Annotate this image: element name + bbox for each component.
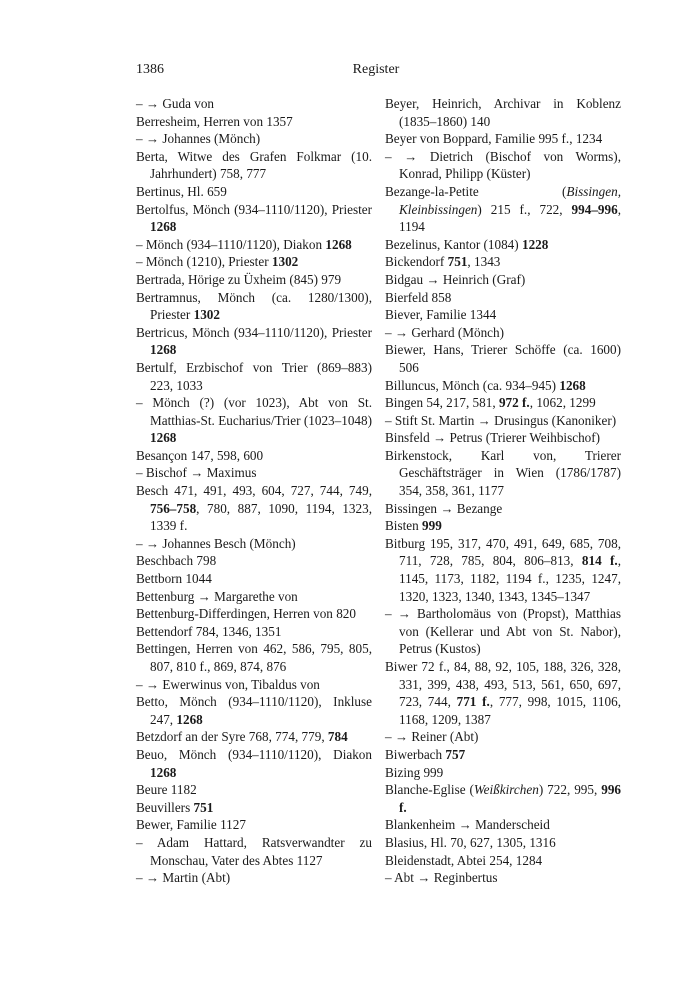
entry-text: Beschbach 798	[136, 553, 217, 569]
entry-text: – → Reiner (Abt)	[385, 729, 479, 745]
entry-text: – → Bartholomäus von (Propst), Matthias von (Kellerar und Abt von St. Nabor), Petrus (Kustos)	[385, 606, 621, 657]
index-entry	[385, 236, 621, 254]
entry-text: , 1343	[467, 254, 501, 270]
index-entry	[136, 728, 372, 746]
entry-text: Blasius, Hl. 70, 627, 1305, 1316	[385, 834, 556, 850]
entry-text: , 1145, 1173, 1182, 1194 f., 1235, 1247, 1320, 1323, 1340, 1343, 1345–1347	[399, 553, 621, 604]
entry-text: – → Johannes Besch (Mönch)	[136, 535, 296, 551]
entry-text: Bettborn 1044	[136, 571, 212, 587]
index-entry	[385, 377, 621, 395]
entry-text: Bewer, Familie 1127	[136, 817, 246, 833]
index-entry	[385, 447, 621, 500]
index-entry	[136, 183, 372, 201]
entry-text: Bertinus, Hl. 659	[136, 183, 227, 199]
entry-text: Berta, Witwe des Grafen Folkmar (10. Jahrhundert) 758, 777	[136, 148, 372, 182]
index-entry	[136, 113, 372, 131]
index-entry	[136, 148, 372, 183]
bold-page-ref: 996 f.	[399, 782, 621, 815]
entry-text: Beure 1182	[136, 782, 197, 798]
entry-text: – Mönch (1210), Priester	[136, 254, 272, 270]
index-entry	[385, 658, 621, 728]
index-entry	[385, 816, 621, 834]
index-entry	[136, 676, 372, 694]
entry-text: Bitburg 195, 317, 470, 491, 649, 685, 708, 711, 728, 785, 804, 806–813,	[385, 535, 621, 569]
entry-text: Bissingen → Bezange	[385, 500, 503, 516]
index-entry	[385, 306, 621, 324]
index-entry	[385, 429, 621, 447]
index-entry	[385, 253, 621, 271]
index-entry	[136, 605, 372, 623]
bold-page-ref: 756–758	[150, 500, 197, 516]
index-entry	[385, 605, 621, 658]
bold-page-ref: 994–996	[571, 201, 618, 217]
bold-page-ref: 1268	[559, 377, 586, 393]
entry-text: Biwer 72 f., 84, 88, 92, 105, 188, 326, 328, 331, 399, 438, 493, 513, 561, 650, 697, 723, 744,	[385, 659, 621, 710]
entry-text: Biwerbach	[385, 746, 446, 762]
bold-page-ref: 814 f.	[581, 553, 618, 569]
index-entry	[385, 183, 621, 236]
index-entry	[136, 95, 372, 113]
entry-text: Betzdorf an der Syre 768, 774, 779,	[136, 729, 328, 745]
entry-text: – Mönch (?) (vor 1023), Abt von St. Matthias-St. Eucharius/Trier (1023–1048)	[136, 395, 372, 428]
entry-text: Bertramnus, Mönch (ca. 1280/1300), Priester	[136, 289, 372, 323]
bold-page-ref: 1302	[271, 254, 299, 270]
index-entry	[385, 412, 621, 430]
index-entry	[136, 394, 372, 447]
index-entry	[385, 341, 621, 376]
entry-text: , 1062, 1299	[529, 395, 596, 411]
entry-text: Bezelinus, Kantor (1084)	[385, 236, 522, 252]
entry-text: Biever, Familie 1344	[385, 307, 497, 323]
index-entry	[136, 781, 372, 799]
entry-text: Beuvillers	[136, 799, 194, 815]
index-entry	[136, 236, 372, 254]
entry-text: Besch 471, 491, 493, 604, 727, 744, 749,	[136, 483, 372, 499]
entry-text: Blanche-Eglise (	[385, 782, 474, 798]
page-number: 1386	[136, 62, 164, 77]
entry-text: ) 722, 995,	[538, 782, 602, 798]
bold-page-ref: 1268	[176, 711, 203, 727]
entry-text: – → Martin (Abt)	[136, 870, 231, 886]
index-entry	[385, 148, 621, 183]
index-entry	[136, 869, 372, 887]
bold-page-ref: 1268	[150, 342, 177, 358]
entry-text: Billuncus, Mönch (ca. 934–945)	[385, 377, 560, 393]
entry-text: Bierfeld 858	[385, 289, 452, 305]
entry-text: Beuo, Mönch (934–1110/1120), Diakon	[136, 746, 372, 762]
entry-text: Besançon 147, 598, 600	[136, 447, 264, 463]
index-entry	[385, 728, 621, 746]
index-entry	[136, 130, 372, 148]
index-entry	[385, 746, 621, 764]
index-entry	[136, 464, 372, 482]
entry-text: , 777, 998, 1015, 1106, 1168, 1209, 1387	[399, 694, 622, 727]
index-entry	[136, 271, 372, 289]
bold-page-ref: 784	[327, 729, 348, 745]
entry-text: – Mönch (934–1110/1120), Diakon	[136, 236, 326, 252]
bold-page-ref: 1268	[150, 764, 177, 780]
bold-page-ref: 1268	[325, 236, 352, 252]
index-entry	[385, 95, 621, 130]
index-entry	[136, 799, 372, 817]
entry-text: – → Dietrich (Bischof von Worms), Konrad, Philipp (Küster)	[385, 148, 621, 182]
bold-page-ref: 1268	[150, 430, 177, 446]
entry-text: Blankenheim → Manderscheid	[385, 817, 550, 833]
index-entry	[385, 781, 621, 816]
index-entry	[136, 746, 372, 781]
entry-text: Bezange-la-Petite (	[385, 183, 567, 199]
bold-page-ref: 771 f.	[456, 694, 490, 710]
index-entry	[385, 271, 621, 289]
index-entry	[136, 289, 372, 324]
entry-text: Binsfeld → Petrus (Trierer Weihbischof)	[385, 430, 601, 446]
bold-page-ref: 1228	[521, 236, 549, 252]
index-entry	[385, 834, 621, 852]
index-entry	[385, 324, 621, 342]
running-title: Register	[352, 62, 400, 77]
index-entry	[136, 570, 372, 588]
entry-text: Beyer von Boppard, Familie 995 f., 1234	[385, 131, 603, 147]
entry-text: – → Gerhard (Mönch)	[385, 324, 505, 340]
entry-text: Bettenburg-Differdingen, Herren von 820	[136, 606, 356, 622]
entry-text: – → Johannes (Mönch)	[136, 131, 261, 147]
entry-text: Bettendorf 784, 1346, 1351	[136, 623, 282, 639]
index-entry	[385, 394, 621, 412]
entry-text: Berresheim, Herren von 1357	[136, 113, 293, 129]
entry-text: Bettingen, Herren von 462, 586, 795, 805, 807, 810 f., 869, 874, 876	[136, 641, 372, 674]
index-entry	[136, 201, 372, 236]
entry-text: Bingen 54, 217, 581,	[385, 395, 499, 411]
entry-text: , 780, 887, 1090, 1194, 1323, 1339 f.	[150, 500, 372, 534]
entry-text: Biewer, Hans, Trierer Schöffe (ca. 1600) 506	[385, 342, 621, 375]
entry-text: – → Ewerwinus von, Tibaldus von	[136, 676, 320, 692]
entry-text: Bertulf, Erzbischof von Trier (869–883) 223, 1033	[136, 359, 372, 393]
entry-text: Bertricus, Mönch (934–1110/1120), Priester	[136, 324, 372, 340]
bold-page-ref: 757	[445, 746, 466, 762]
bold-page-ref: 999	[422, 518, 442, 534]
bold-page-ref: 1302	[193, 307, 220, 323]
bold-page-ref: 1268	[150, 219, 177, 235]
entry-text: Bidgau → Heinrich (Graf)	[385, 271, 526, 287]
index-entry	[385, 535, 621, 605]
index-entry	[136, 253, 372, 271]
entry-text: Bizing 999	[385, 764, 444, 780]
index-entry	[136, 693, 372, 728]
entry-text: – Stift St. Martin → Drusingus (Kanoniker)	[385, 412, 617, 428]
index-entry	[385, 130, 621, 148]
left-column	[136, 95, 372, 887]
entry-text: Bleidenstadt, Abtei 254, 1284	[385, 852, 543, 868]
entry-text: Beyer, Heinrich, Archivar in Koblenz (1835–1860) 140	[385, 96, 621, 129]
entry-text: Betto, Mönch (934–1110/1120), Inkluse 247,	[136, 694, 372, 727]
entry-text: , 1194	[399, 201, 621, 235]
entry-text: – Adam Hattard, Ratsverwandter zu Monschau, Vater des Abtes 1127	[136, 834, 372, 868]
index-entry	[385, 517, 621, 535]
entry-text: Bertrada, Hörige zu Üxheim (845) 979	[136, 271, 342, 287]
entry-text: – Bischof → Maximus	[136, 465, 257, 481]
index-entry	[136, 816, 372, 834]
italic-text: Bissingen, Kleinbissingen	[399, 183, 621, 217]
bold-page-ref: 972 f.	[498, 395, 530, 411]
entry-text: Bickendorf	[385, 254, 448, 270]
page-header	[136, 62, 616, 82]
right-column	[385, 95, 621, 887]
italic-text: Weißkirchen	[473, 782, 539, 798]
index-entry	[136, 640, 372, 675]
index-entry	[136, 482, 372, 535]
entry-text: Bertolfus, Mönch (934–1110/1120), Priester	[136, 201, 372, 217]
index-entry	[136, 834, 372, 869]
index-entry	[136, 359, 372, 394]
entry-text: ) 215 f., 722,	[477, 201, 572, 217]
bold-page-ref: 751	[447, 254, 468, 270]
entry-text: – → Guda von	[136, 96, 215, 111]
index-entry	[385, 852, 621, 870]
index-entry	[385, 289, 621, 307]
entry-text: Bettenburg → Margarethe von	[136, 588, 298, 604]
entry-text: Birkenstock, Karl von, Trierer Geschäftsträger in Wien (1786/1787) 354, 358, 361, 1177	[385, 447, 621, 499]
index-entry	[385, 500, 621, 518]
index-entry	[136, 447, 372, 465]
index-entry	[136, 623, 372, 641]
index-entry	[136, 552, 372, 570]
entry-text: – Abt → Reginbertus	[385, 870, 498, 886]
index-entry	[136, 324, 372, 359]
index-entry	[385, 764, 621, 782]
index-entry	[385, 869, 621, 887]
index-entry	[136, 588, 372, 606]
index-entry	[136, 535, 372, 553]
entry-text: Bisten	[385, 518, 422, 534]
bold-page-ref: 751	[193, 799, 214, 815]
